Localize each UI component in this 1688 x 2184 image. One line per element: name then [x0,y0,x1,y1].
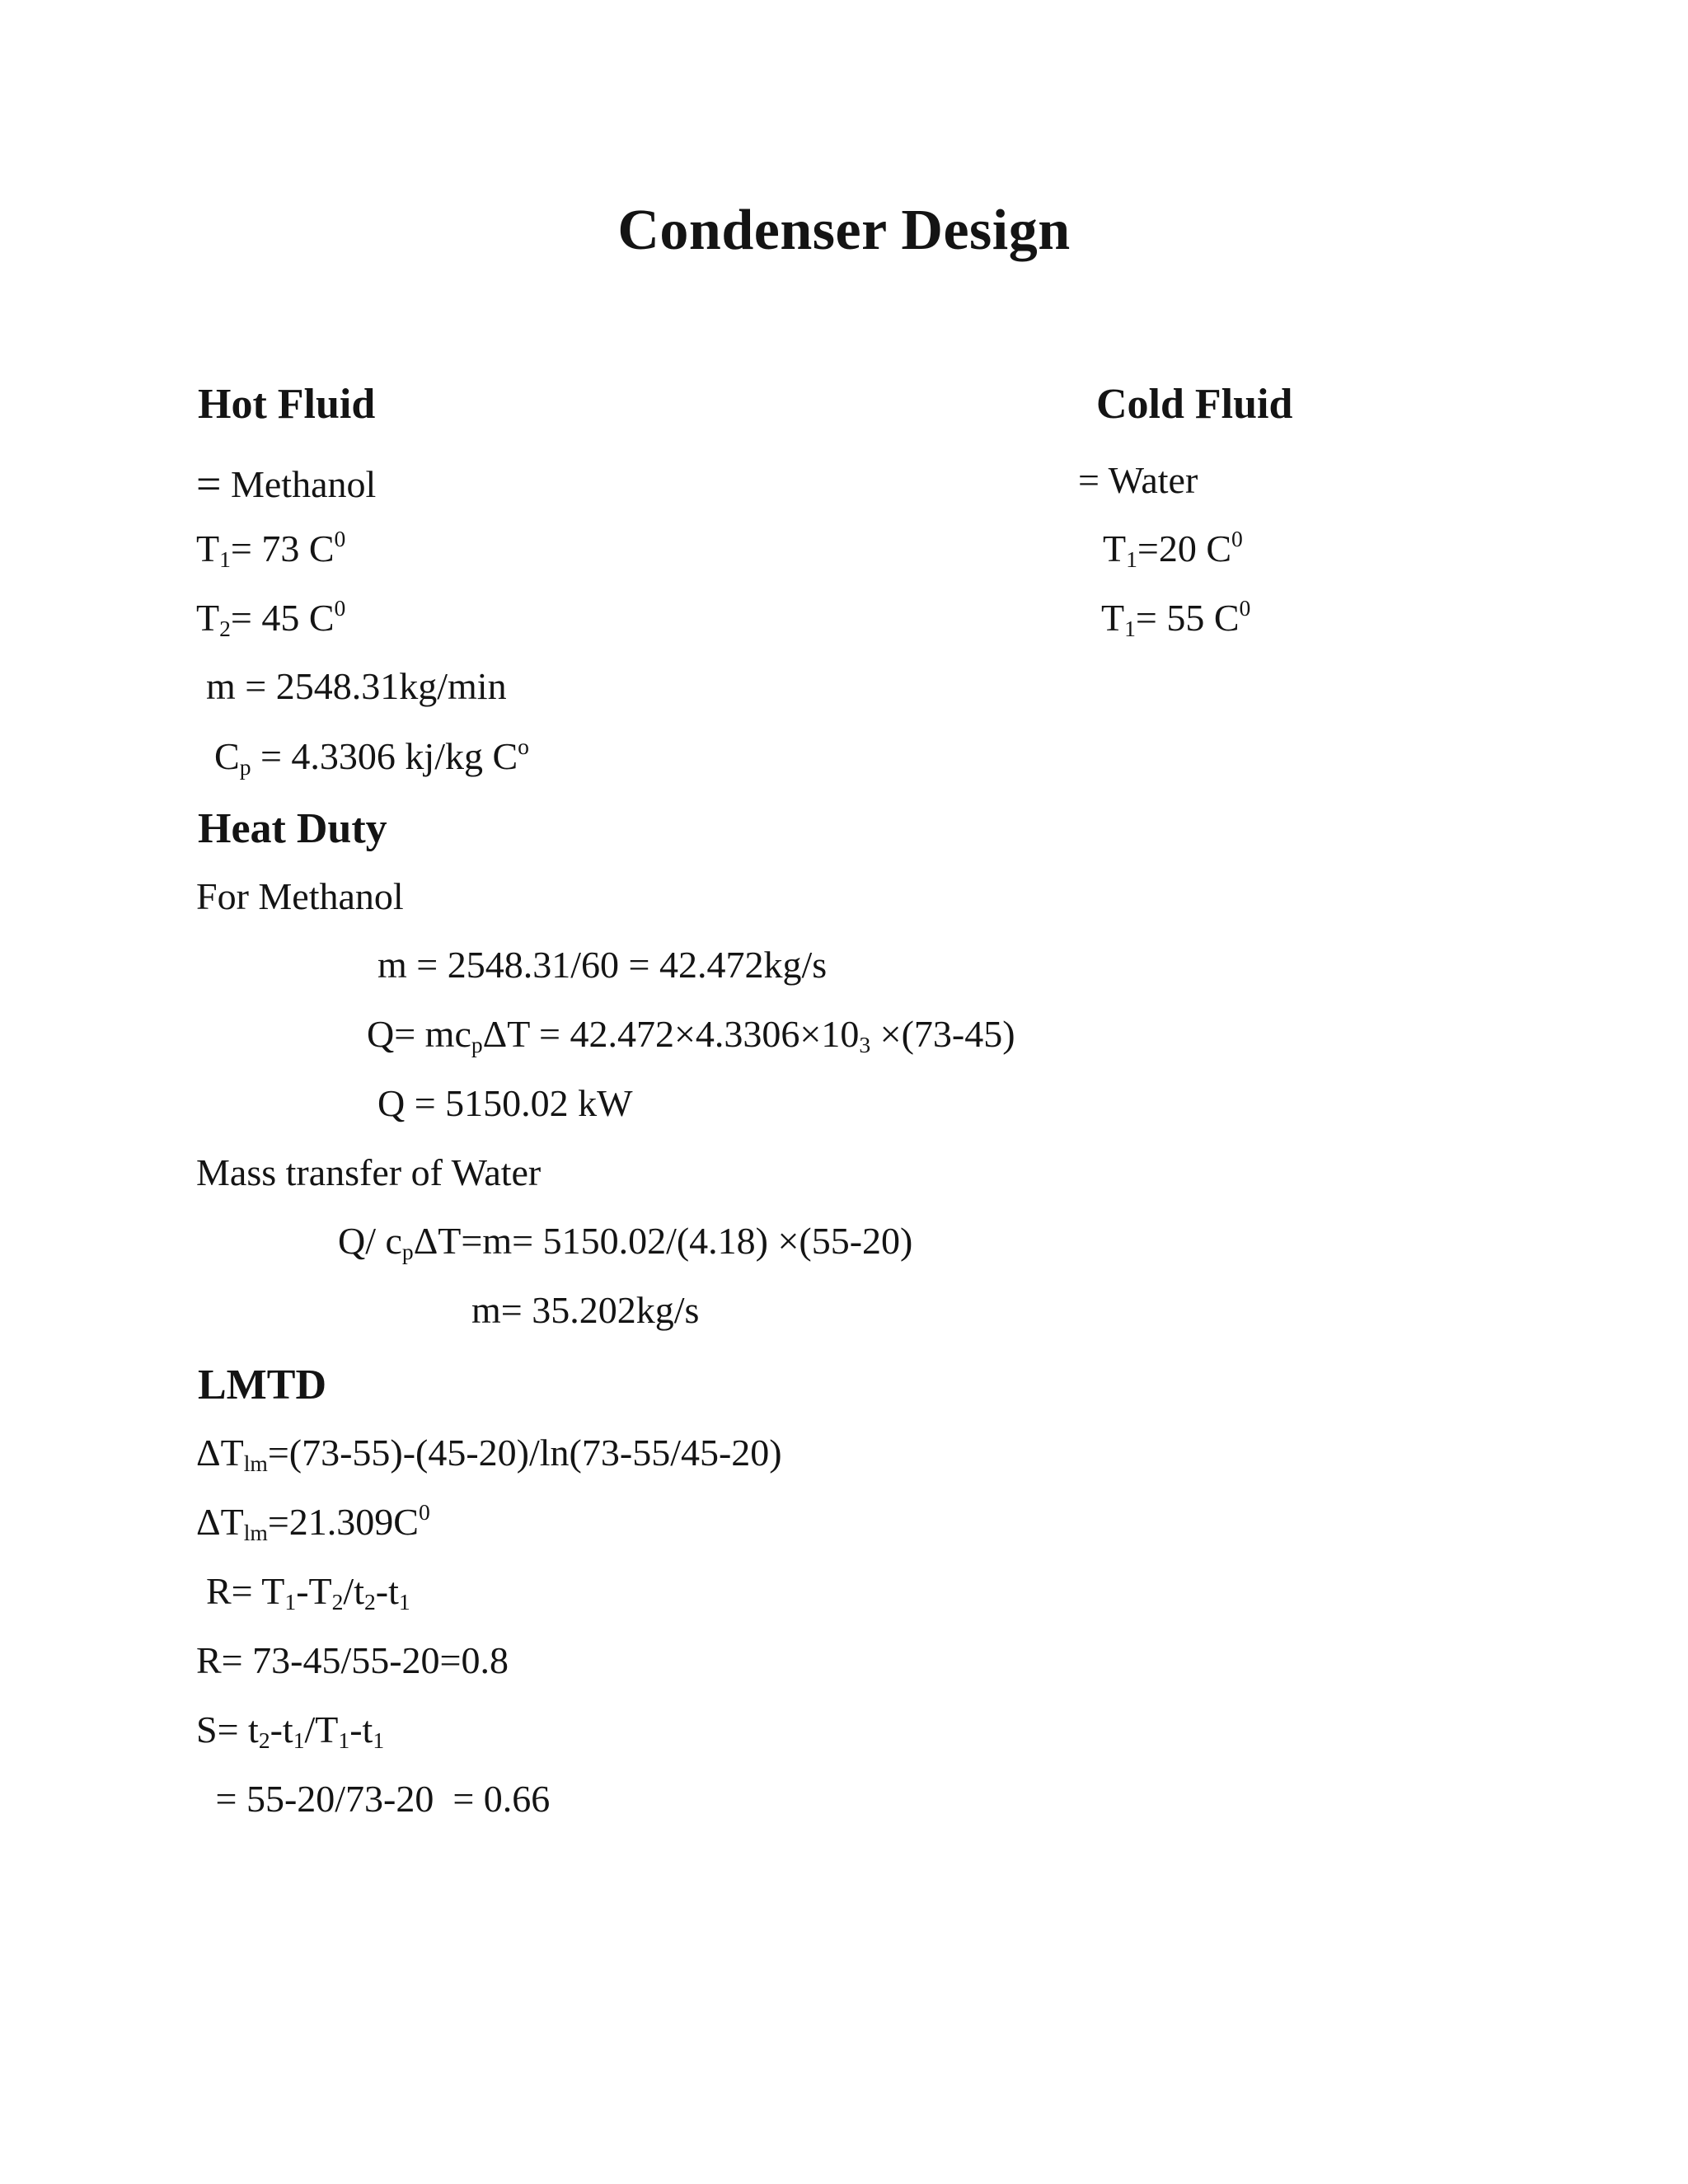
hot-t2-sup: 0 [334,595,346,621]
r-value: R= 73-45/55-20=0.8 [196,1639,509,1681]
lmtd-result-sup: 0 [418,1499,430,1526]
lmtd-formula-post: =(73-55)-(45-20)/ln(73-55/45-20) [267,1432,782,1474]
s-formula-d: -t [349,1708,373,1750]
cold-t1-sub: 1 [1126,546,1137,572]
hot-t1-value: = 73 C [230,527,335,569]
lmtd-result-pre: ΔT [196,1501,244,1543]
s-formula-a: S= t [196,1708,259,1750]
hot-fluid-heading: Hot Fluid [198,381,376,428]
r-formula-a-sub: 1 [284,1588,297,1615]
hot-t2-sub: 2 [219,615,231,641]
lmtd-result-sub: lm [243,1519,268,1545]
water-formula-sub: p [401,1238,414,1264]
cold-t1-sup: 0 [1231,526,1243,552]
cold-t2-value: = 55 C [1135,597,1240,639]
r-formula-c-sub: 2 [363,1588,376,1615]
s-formula-b-sub: 1 [293,1727,305,1753]
s-formula-b: -t [270,1708,293,1750]
hot-cp-sup: o [518,733,529,760]
r-formula-d-sub: 1 [398,1588,410,1615]
q-formula-post: ×(73-45) [870,1013,1015,1055]
lmtd-formula [196,1432,782,1476]
lmtd-result [196,1499,430,1545]
heat-duty-heading: Heat Duty [198,805,387,852]
hot-t2-line [196,595,346,641]
q-formula-pre: Q= mc [367,1013,471,1055]
r-formula-a: R= T [206,1570,285,1612]
cold-t1-line [1103,526,1243,572]
water-formula-pre: Q/ c [338,1220,402,1262]
hot-t1-sup: 0 [334,526,346,552]
cold-t1-symbol: T [1103,527,1127,569]
lmtd-formula-pre: ΔT [196,1432,244,1474]
s-formula-c: /T [304,1708,339,1750]
lmtd-result-post: =21.309C [267,1501,419,1543]
q-formula-mid: ΔT = 42.472×4.3306×10 [482,1013,860,1055]
cold-t2-sub: 1 [1124,615,1136,641]
s-formula-a-sub: 2 [258,1727,270,1753]
q-formula-sub2: 3 [859,1031,871,1057]
heat-duty-formula [367,1013,1015,1057]
page-title: Condenser Design [617,199,1071,262]
r-formula [206,1570,410,1615]
cold-fluid-heading: Cold Fluid [1096,381,1293,428]
hot-cp-line [214,733,529,780]
hot-t2-value: = 45 C [230,597,335,639]
hot-fluid-name: = Methanol [196,459,377,509]
cold-t2-symbol: T [1101,597,1125,639]
heat-duty-result: Q = 5150.02 kW [377,1082,633,1124]
s-value: = 55-20/73-20 = 0.66 [206,1778,551,1820]
r-formula-c: /t [343,1570,364,1612]
cold-fluid-name: = Water [1078,459,1198,501]
hot-cp-symbol: C [214,735,240,777]
hot-t1-sub: 1 [219,546,231,572]
lmtd-formula-sub: lm [243,1450,268,1476]
r-formula-b: -T [296,1570,332,1612]
s-formula-d-sub: 1 [373,1727,385,1753]
r-formula-d: -t [375,1570,399,1612]
r-formula-b-sub: 2 [331,1588,344,1615]
hot-t1-symbol: T [196,527,220,569]
cold-t2-line [1101,595,1251,641]
cold-t2-sup: 0 [1239,595,1251,621]
water-mass-formula [338,1220,913,1264]
hot-cp-value: = 4.3306 kj/kg C [251,735,518,777]
methanol-mass-calc: m = 2548.31/60 = 42.472kg/s [377,944,828,986]
water-formula-post: ΔT=m= 5150.02/(4.18) ×(55-20) [413,1220,913,1262]
mass-transfer-label: Mass transfer of Water [196,1151,542,1193]
s-formula [196,1708,385,1753]
water-mass-result: m= 35.202kg/s [471,1289,700,1331]
hot-cp-sub: p [239,753,251,780]
lmtd-heading: LMTD [198,1361,326,1408]
hot-t1-line [196,526,346,572]
hot-fluid-name-text: Methanol [230,463,377,505]
s-formula-c-sub: 1 [338,1727,350,1753]
hot-t2-symbol: T [196,597,220,639]
q-formula-sub: p [471,1031,483,1057]
cold-t1-value: =20 C [1137,527,1232,569]
for-methanol-label: For Methanol [196,875,404,917]
hot-mass-flow: m = 2548.31kg/min [206,665,507,707]
